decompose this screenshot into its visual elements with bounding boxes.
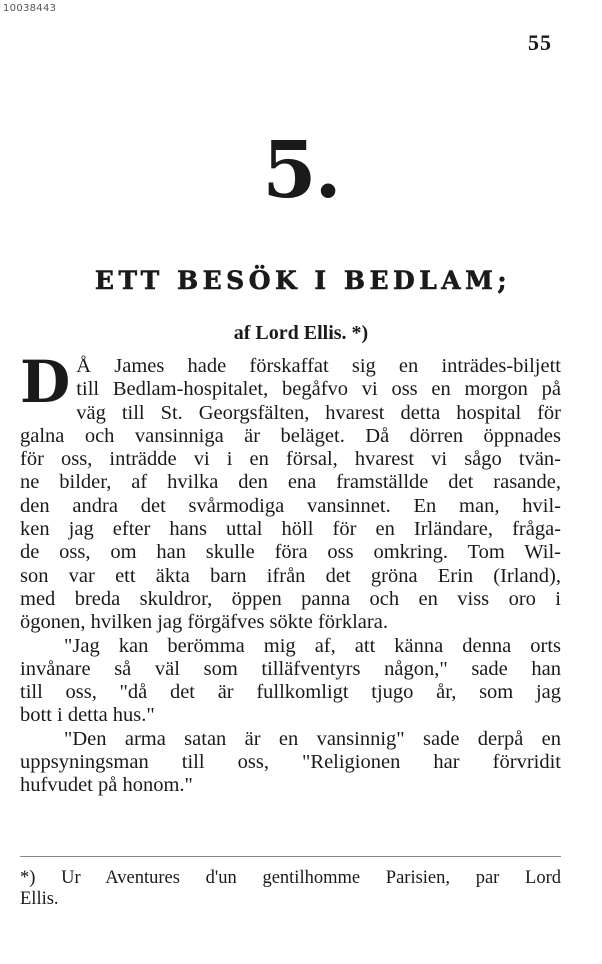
footnote bbox=[20, 868, 561, 910]
text-line: till Bedlam-hospitalet, begåfvo vi oss en morgon på bbox=[76, 378, 561, 401]
text-line: till oss, "då det är fullkomligt tjugo år, som jag bbox=[20, 681, 561, 704]
text-line: bott i detta hus." bbox=[20, 704, 155, 727]
text-line: uppsyningsman till oss, "Religionen har förvridit bbox=[20, 751, 561, 774]
text-line: invånare så väl som tilläfventyrs någon," sade han bbox=[20, 657, 561, 680]
text-line: Å James hade förskaffat sig en inträdes-biljett bbox=[76, 355, 561, 377]
text-line: galna och vansinniga är beläget. Då dörren öppnades bbox=[20, 424, 561, 447]
paragraph-1 bbox=[20, 348, 561, 635]
text-line: ken jag efter hans uttal höll för en Irländare, fråga- bbox=[20, 518, 561, 541]
paragraph-3 bbox=[20, 728, 561, 798]
footnote-line: *) Ur Aventures d'un gentilhomme Parisien, par Lord bbox=[20, 868, 561, 888]
text-line: med breda skuldror, öppen panna och en viss oro i bbox=[20, 587, 561, 610]
text-line: den andra det svårmodiga vansinnet. En man, hvil- bbox=[20, 494, 561, 517]
chapter-number: 5. bbox=[262, 125, 340, 216]
body-text bbox=[20, 348, 561, 798]
chapter-title: ETT BESÖK I BEDLAM; bbox=[94, 266, 512, 295]
text-line: hufvudet på honom." bbox=[20, 774, 193, 797]
drop-cap: D bbox=[20, 348, 71, 416]
text-line: de oss, om han skulle föra oss omkring. Tom Wil- bbox=[20, 541, 561, 564]
text-line: ögonen, hvilken jag förgäfves sökte förklara. bbox=[20, 611, 388, 634]
text-line: "Den arma satan är en vansinnig" sade derpå en bbox=[64, 727, 561, 750]
text-line: "Jag kan berömma mig af, att känna denna orts bbox=[64, 634, 561, 657]
scan-id: 10038443 bbox=[3, 3, 57, 14]
text-line: för oss, inträdde vi i en försal, hvarest vi sågo tvän- bbox=[20, 448, 561, 471]
footnote-divider bbox=[20, 856, 561, 857]
text-line: ne bilder, af hvilka den ena framställde det rasande, bbox=[20, 471, 561, 494]
text-line: son var ett äkta barn ifrån det gröna Erin (Irland), bbox=[20, 564, 561, 587]
page-number: 55 bbox=[528, 30, 552, 55]
byline: af Lord Ellis. *) bbox=[233, 322, 369, 344]
text-line: väg till St. Georgsfälten, hvarest detta hospital för bbox=[76, 401, 561, 424]
paragraph-2 bbox=[20, 635, 561, 728]
footnote-line: Ellis. bbox=[20, 889, 59, 909]
